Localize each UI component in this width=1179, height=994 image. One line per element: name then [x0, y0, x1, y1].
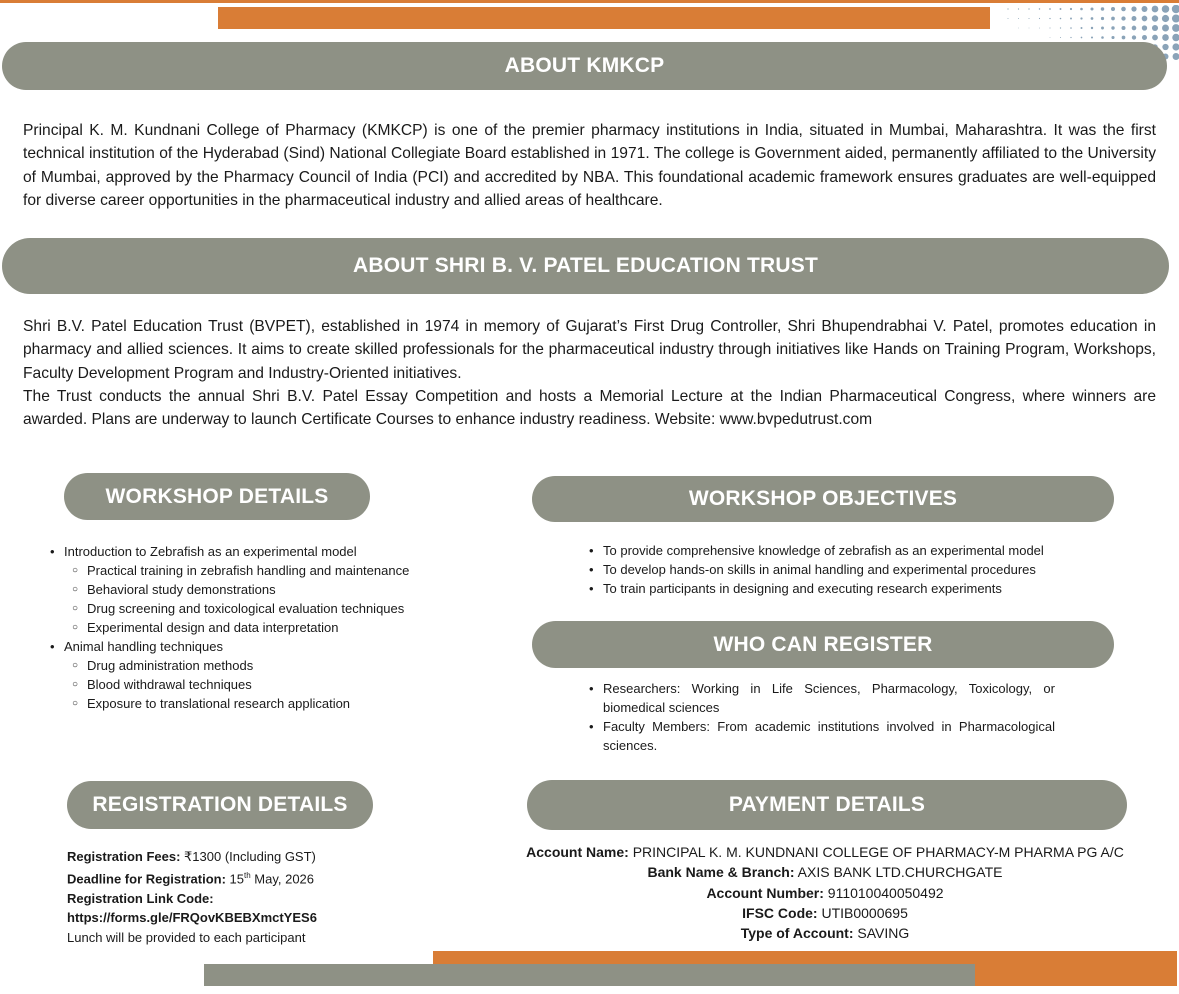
decorative-dot — [1172, 43, 1179, 50]
decorative-dot — [1172, 5, 1179, 13]
decorative-dot — [1018, 28, 1019, 29]
decorative-dot — [1131, 6, 1136, 11]
decorative-dot — [1162, 44, 1168, 50]
decorative-dot — [1152, 15, 1158, 21]
decorative-dot — [1081, 27, 1083, 29]
payment-row: IFSC Code: UTIB0000695 — [742, 904, 908, 921]
list-item: • Introduction to Zebrafish as an experimental model — [50, 542, 470, 561]
decorative-dot — [1132, 26, 1137, 31]
top-orange-bar — [218, 7, 990, 29]
decorative-dot — [1028, 8, 1029, 9]
registration-fees: Registration Fees: ₹1300 (Including GST) — [67, 849, 316, 864]
who-can-register-list — [589, 679, 1055, 755]
decorative-dot — [1091, 8, 1094, 11]
workshop-details-heading: WORKSHOP DETAILS — [64, 473, 370, 520]
list-subitem: ○ Exposure to translational research application — [50, 694, 470, 713]
about-kmkcp-heading: ABOUT KMKCP — [2, 42, 1167, 90]
decorative-dot — [1111, 17, 1115, 21]
about-kmkcp-text: Principal K. M. Kundnani College of Pharmacy (KMKCP) is one of the premier pharmacy institutions in India, situated in Mumbai, Maharashtra. It was the first technical institution of the Hyderabad (Sind) National Collegiate Board established in 1971. The college is Government aided, permanently affiliated to the University of Mumbai, approved by the Pharmacy Council of India (PCI) and accredited by NBA. This foundational academic framework ensures graduates are well-equipped for diverse career opportunities in the pharmaceutical industry and allied areas of healthcare. — [23, 122, 1156, 209]
who-can-register-heading: WHO CAN REGISTER — [532, 621, 1114, 668]
list-subitem: ○ Blood withdrawal techniques — [50, 675, 470, 694]
list-subitem: ○ Behavioral study demonstrations — [50, 580, 470, 599]
decorative-dot — [1028, 18, 1029, 19]
decorative-dot — [1049, 27, 1050, 28]
payment-row: Bank Name & Branch: AXIS BANK LTD.CHURCHGATE — [647, 864, 1003, 881]
decorative-dot — [1018, 18, 1019, 19]
decorative-dot — [1162, 15, 1169, 22]
decorative-dot — [1132, 35, 1136, 39]
decorative-dot — [1050, 37, 1051, 38]
about-trust-text — [23, 315, 1156, 431]
workshop-objectives-heading: WORKSHOP OBJECTIVES — [532, 476, 1114, 522]
decorative-dot — [1101, 17, 1104, 20]
decorative-dot — [1121, 16, 1125, 20]
decorative-dot — [1060, 18, 1062, 20]
decorative-dot — [1070, 37, 1071, 38]
decorative-dot — [1121, 26, 1125, 30]
decorative-dot — [1142, 16, 1148, 22]
registration-link-label: Registration Link Code: — [67, 890, 214, 906]
decorative-dot — [1101, 27, 1104, 30]
decorative-dot — [1152, 35, 1158, 41]
decorative-dot — [1080, 17, 1082, 19]
about-trust-paragraph-2: The Trust conducts the annual Shri B.V. Patel Essay Competition and hosts a Memorial Lecture at the Indian Pharmaceutical Congress, where winners are awarded. Plans are underway to launch Certificate Courses to enhance industry readiness. Website: www.bvpedutrust.com — [23, 387, 1156, 429]
decorative-dot — [1070, 27, 1072, 29]
payment-details — [460, 842, 1179, 943]
decorative-dot — [1091, 17, 1094, 20]
registration-link[interactable]: https://forms.gle/FRQovKBEBXmctYES6 — [67, 910, 317, 926]
list-item: • To train participants in designing and executing research experiments — [589, 579, 1089, 598]
decorative-dot — [1039, 28, 1040, 29]
list-item: • Researchers: Working in Life Sciences, Pharmacology, Toxicology, or biomedical sciences — [589, 679, 1055, 717]
decorative-dot — [1081, 37, 1083, 39]
payment-row: Type of Account: SAVING — [740, 925, 910, 942]
list-item: • Animal handling techniques — [50, 637, 470, 656]
decorative-dot — [1080, 8, 1083, 11]
decorative-dot — [1111, 7, 1115, 11]
bottom-gray-bar — [204, 964, 975, 986]
decorative-dot — [1070, 8, 1072, 10]
registration-details — [67, 847, 367, 947]
decorative-dot — [1172, 14, 1179, 22]
decorative-dot — [1111, 36, 1114, 39]
registration-note: Lunch will be provided to each participant — [67, 929, 306, 945]
decorative-dot — [1172, 34, 1179, 42]
decorative-dot — [1142, 6, 1148, 12]
decorative-dot — [1008, 18, 1009, 19]
decorative-dot — [1101, 7, 1104, 10]
decorative-dot — [1101, 36, 1104, 39]
decorative-dot — [1173, 53, 1179, 60]
decorative-dot — [1142, 35, 1147, 40]
decorative-dot — [1091, 36, 1093, 38]
list-item: • To develop hands-on skills in animal handling and experimental procedures — [589, 560, 1089, 579]
decorative-dot — [1122, 36, 1126, 40]
decorative-dot — [1172, 24, 1179, 32]
decorative-dot — [1162, 34, 1169, 41]
decorative-dot — [1018, 8, 1019, 9]
decorative-dot — [1162, 5, 1170, 13]
payment-row: Account Name: PRINCIPAL K. M. KUNDNANI COLLEGE OF PHARMACY-M PHARMA PG A/C — [526, 844, 1124, 860]
decorative-dot — [1091, 27, 1093, 29]
workshop-objectives-list — [589, 541, 1089, 598]
decorative-dot — [1152, 6, 1159, 13]
decorative-dot — [1049, 18, 1050, 19]
decorative-dot — [1039, 8, 1040, 9]
workshop-details-list — [50, 542, 470, 713]
payment-details-heading: PAYMENT DETAILS — [527, 780, 1127, 830]
decorative-dot — [1029, 28, 1030, 29]
list-subitem: ○ Practical training in zebrafish handling and maintenance — [50, 561, 470, 580]
registration-details-heading: REGISTRATION DETAILS — [67, 781, 373, 829]
decorative-dot — [1060, 37, 1061, 38]
about-trust-heading: ABOUT SHRI B. V. PATEL EDUCATION TRUST — [2, 238, 1169, 294]
list-subitem: ○ Experimental design and data interpretation — [50, 618, 470, 637]
payment-row: Account Number: 911010040050492 — [706, 884, 944, 901]
top-orange-line — [0, 0, 1179, 3]
decorative-dot — [1070, 18, 1072, 20]
about-trust-paragraph-1: Shri B.V. Patel Education Trust (BVPET), established in 1974 in memory of Gujarat’s First Drug Controller, Shri Bhupendrabhai V. Patel, promotes education in pharmacy and allied sciences. It aims to create skilled professionals for the pharmaceutical industry through initiatives like Hands on Training Program, Workshops, Faculty Development Program and Industry-Oriented initiatives. — [23, 318, 1156, 382]
decorative-dot — [1111, 26, 1114, 29]
decorative-dot — [1007, 8, 1008, 9]
list-subitem: ○ Drug screening and toxicological evaluation techniques — [50, 599, 470, 618]
decorative-dot — [1121, 7, 1126, 12]
list-item: • Faculty Members: From academic institutions involved in Pharmacological sciences. — [589, 717, 1055, 755]
decorative-dot — [1039, 18, 1040, 19]
decorative-dot — [1060, 27, 1061, 28]
registration-deadline: Deadline for Registration: 15th May, 2026 — [67, 871, 315, 887]
decorative-dot — [1132, 16, 1137, 21]
list-item: • To provide comprehensive knowledge of zebrafish as an experimental model — [589, 541, 1089, 560]
decorative-dot — [1049, 8, 1051, 10]
decorative-dot — [1060, 8, 1062, 10]
decorative-dot — [1152, 25, 1158, 31]
decorative-dot — [1162, 25, 1169, 32]
decorative-dot — [1142, 25, 1147, 30]
list-subitem: ○ Drug administration methods — [50, 656, 470, 675]
